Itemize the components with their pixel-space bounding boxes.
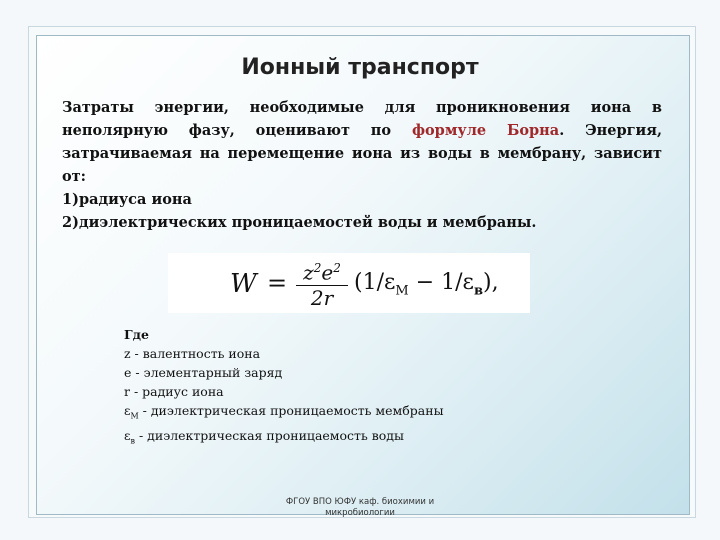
list-item-radius: 1)радиуса иона <box>62 191 192 208</box>
formula-lhs: W <box>230 269 257 299</box>
formula-denominator: 2r <box>310 286 334 311</box>
paragraph-text-1: Затраты энергии, необходимые для проникновения иона в неполярную фазу, оценивают по <box>62 99 662 139</box>
slide-title: Ионный транспорт <box>241 55 479 80</box>
formula-fraction <box>296 257 348 309</box>
legend-r: r - радиус иона <box>124 384 224 399</box>
variable-legend <box>124 325 444 450</box>
legend-z: z - валентность иона <box>124 346 261 361</box>
formula-permittivity-term: $(1/\varepsilon_М - 1/\varepsilon_в)$, <box>354 270 499 299</box>
born-formula-link: формуле Борна <box>411 122 560 139</box>
formula-equals: = <box>267 269 288 297</box>
footer-line-1: ФГОУ ВПО ЮФУ каф. биохимии и <box>285 497 435 507</box>
footer-line-2: микробиологии <box>325 508 395 518</box>
body-paragraph <box>62 96 662 234</box>
legend-eps-v: $\varepsilon_в$ - диэлектрическая проницаемость воды <box>124 427 404 445</box>
paragraph-text-2: . Энергия, затрачиваемая на перемещение иона из воды в мембрану, зависит от: <box>62 122 662 185</box>
legend-eps-m: $\varepsilon_М$ - диэлектрическая проницаемость мембраны <box>124 403 444 421</box>
formula-image <box>168 253 530 313</box>
formula-numerator: $z^2e^2$ <box>303 260 341 285</box>
list-item-permittivity: 2)диэлектрических проницаемостей воды и мембраны. <box>62 214 537 231</box>
slide-footer <box>250 497 470 519</box>
legend-e: e - элементарный заряд <box>124 365 283 380</box>
born-formula <box>230 257 530 309</box>
legend-heading: Где <box>124 327 149 342</box>
